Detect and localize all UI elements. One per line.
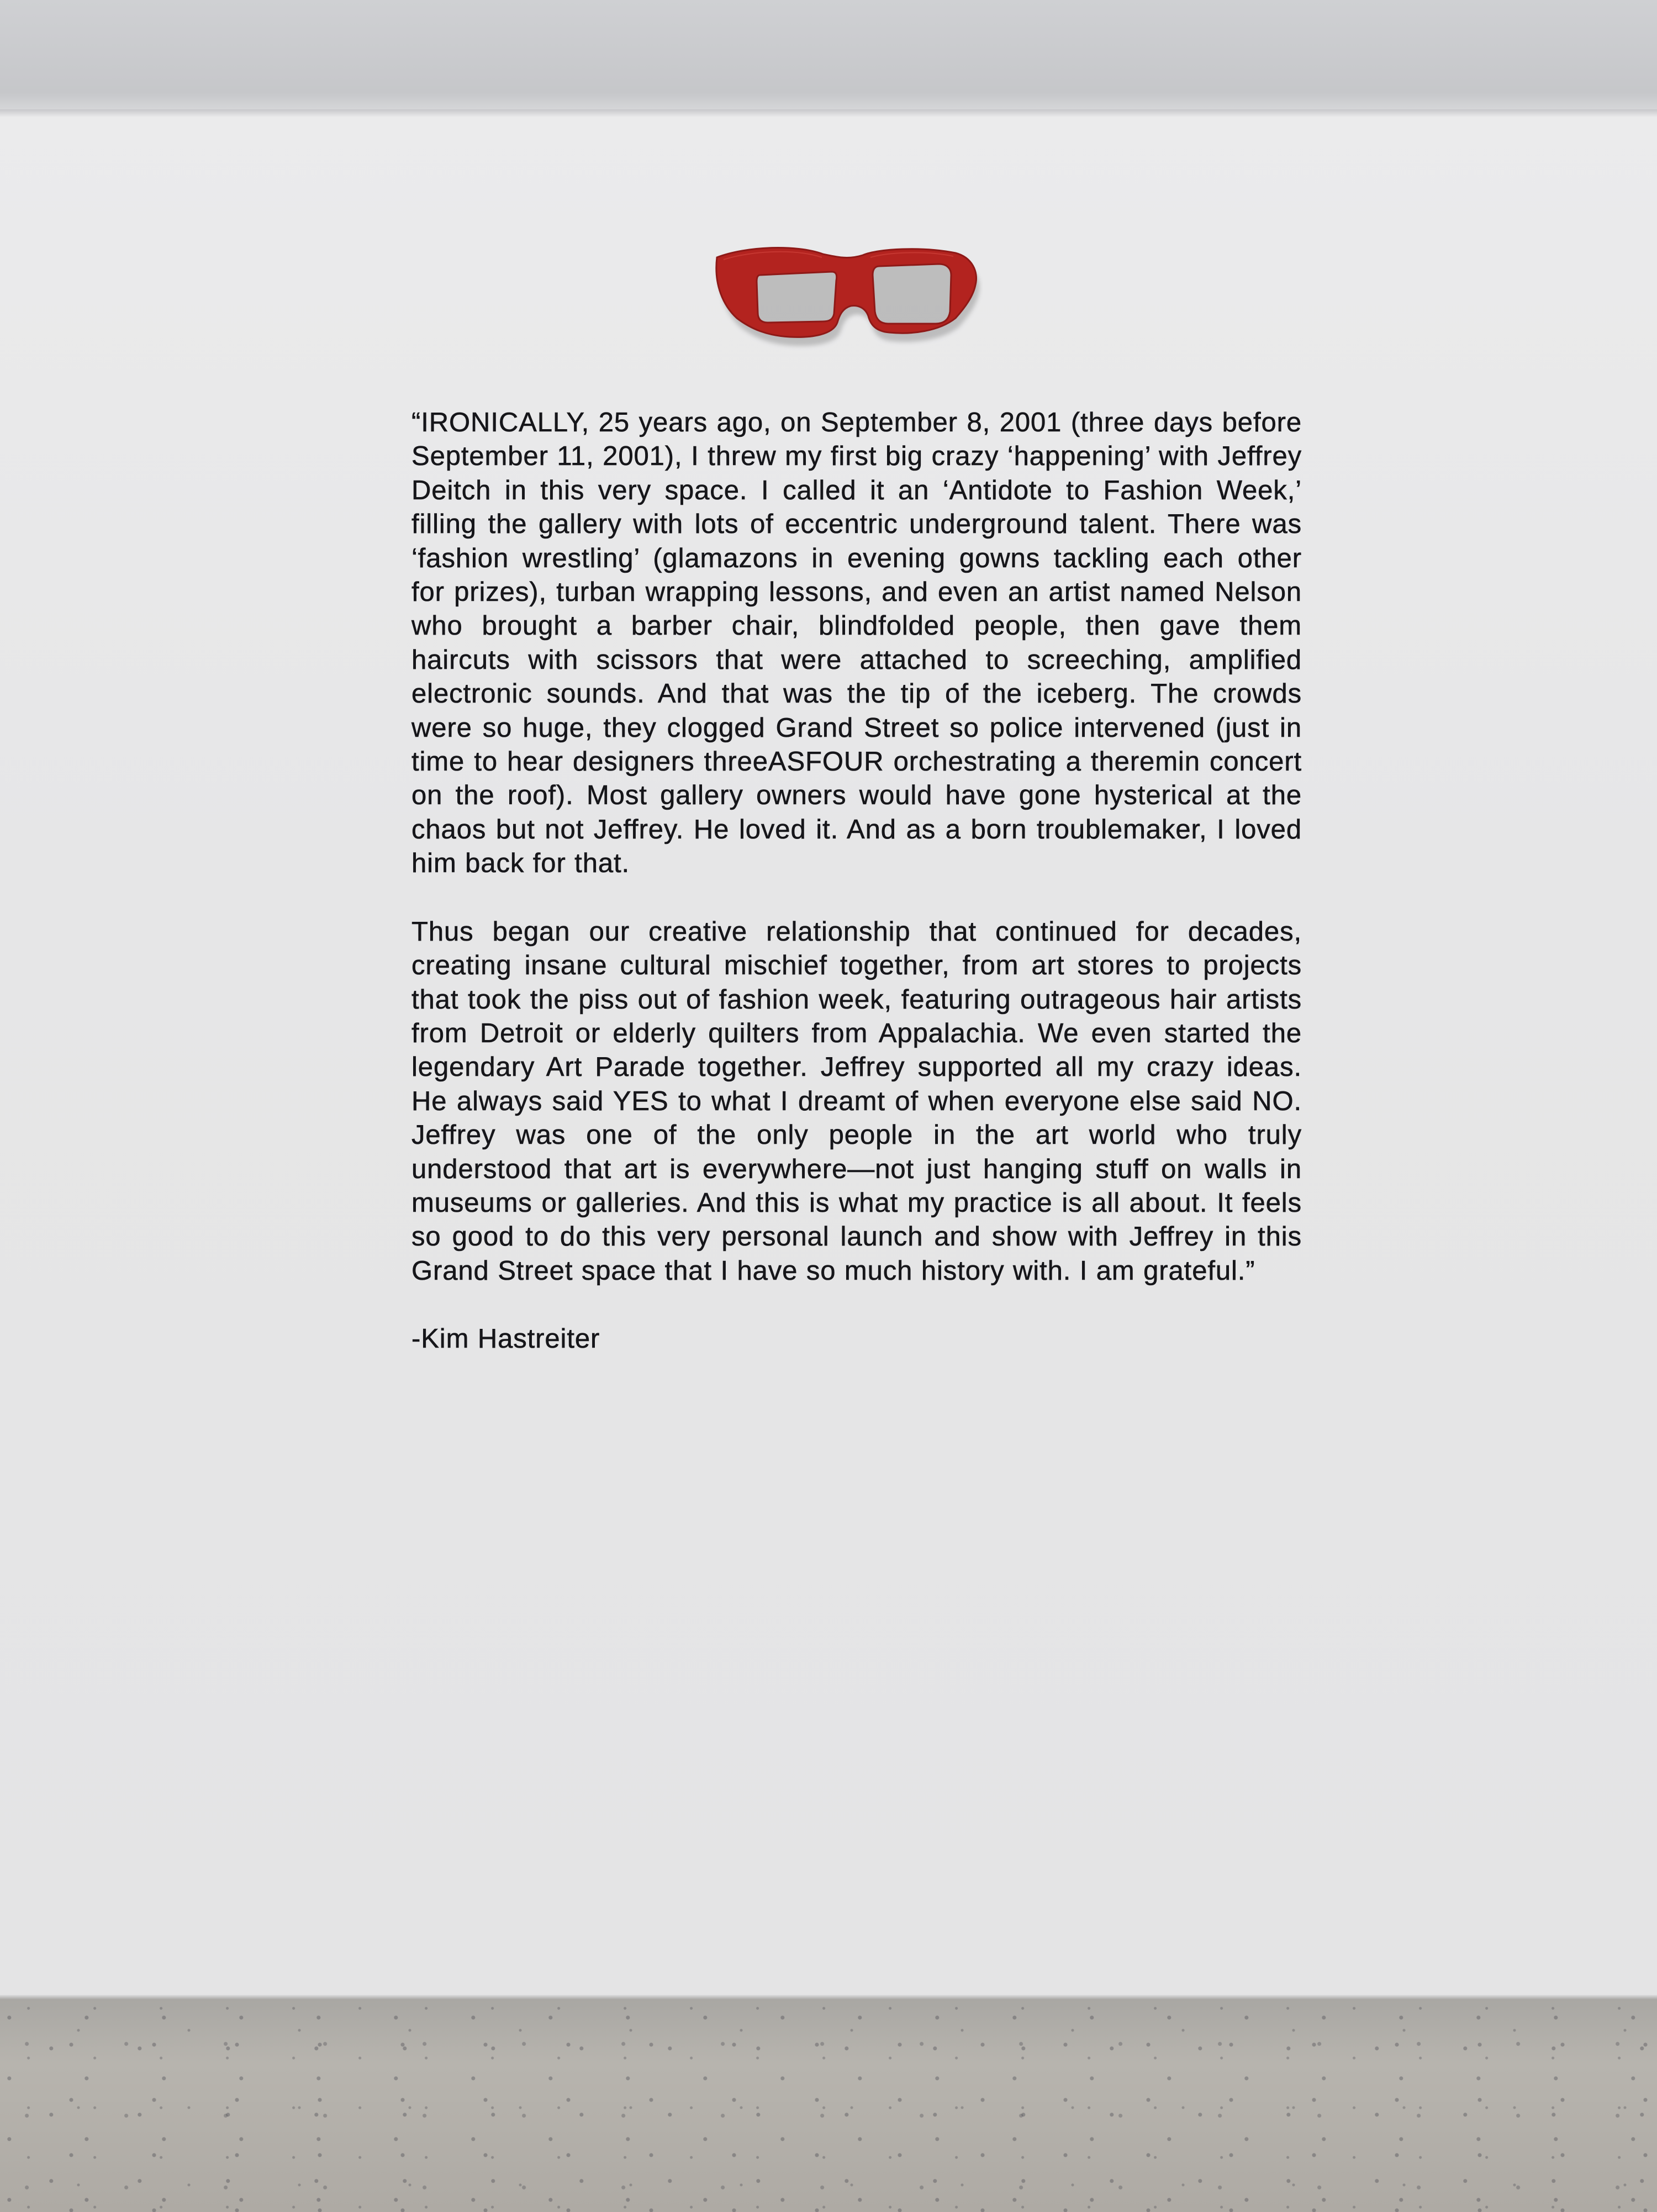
quote-paragraph-2: Thus began our creative relationship that continued for decades, creating insane cultural mischief together, from art stores to projects that took the piss out of fashion week, featuring outrageous hair artists from Detroit or elderly quilters from Appalachia. We even started the legendary Art Parade together. Jeffrey supported all my crazy ideas. He always said YES to what I dreamt of when everyone else said NO. Jeffrey was one of the only people in the art world who truly understood that art is everywhere—not just hanging stuff on walls in museums or galleries. And this is what my practice is all about. It feels so good to do this very personal launch and show with Jeffrey in this Grand Street space that I have so much history with. I am grateful.” (411, 916, 1302, 1286)
ceiling (0, 0, 1657, 109)
wall-text-quote (411, 406, 1302, 1356)
concrete-floor (0, 1999, 1657, 2212)
quote-signature: -Kim Hastreiter (411, 1324, 600, 1354)
ceiling-shadow (0, 109, 1657, 117)
quote-paragraph-1: “IRONICALLY, 25 years ago, on September 8, 2001 (three days before September 11, 2001), I threw my first big crazy ‘happening’ with Jeffrey Deitch in this very space. I called it an ‘Antidote to Fashion Week,’ filling the gallery with lots of eccentric underground talent. There was ‘fashion wrestling’ (glamazons in evening gowns tackling each other for prizes), turban wrapping lessons, and even an artist named Nelson who brought a barber chair, blindfolded people, then gave them haircuts with scissors that were attached to screeching, amplified electronic sounds. And that was the tip of the iceberg. The crowds were so huge, they clogged Grand Street so police intervened (just in time to hear designers threeASFOUR orchestrating a theremin concert on the roof). Most gallery owners would have gone hysterical at the chaos but not Jeffrey. He loved it. And as a born troublemaker, I loved him back for that. (411, 408, 1302, 879)
red-glasses-sculpture-icon (713, 241, 983, 357)
